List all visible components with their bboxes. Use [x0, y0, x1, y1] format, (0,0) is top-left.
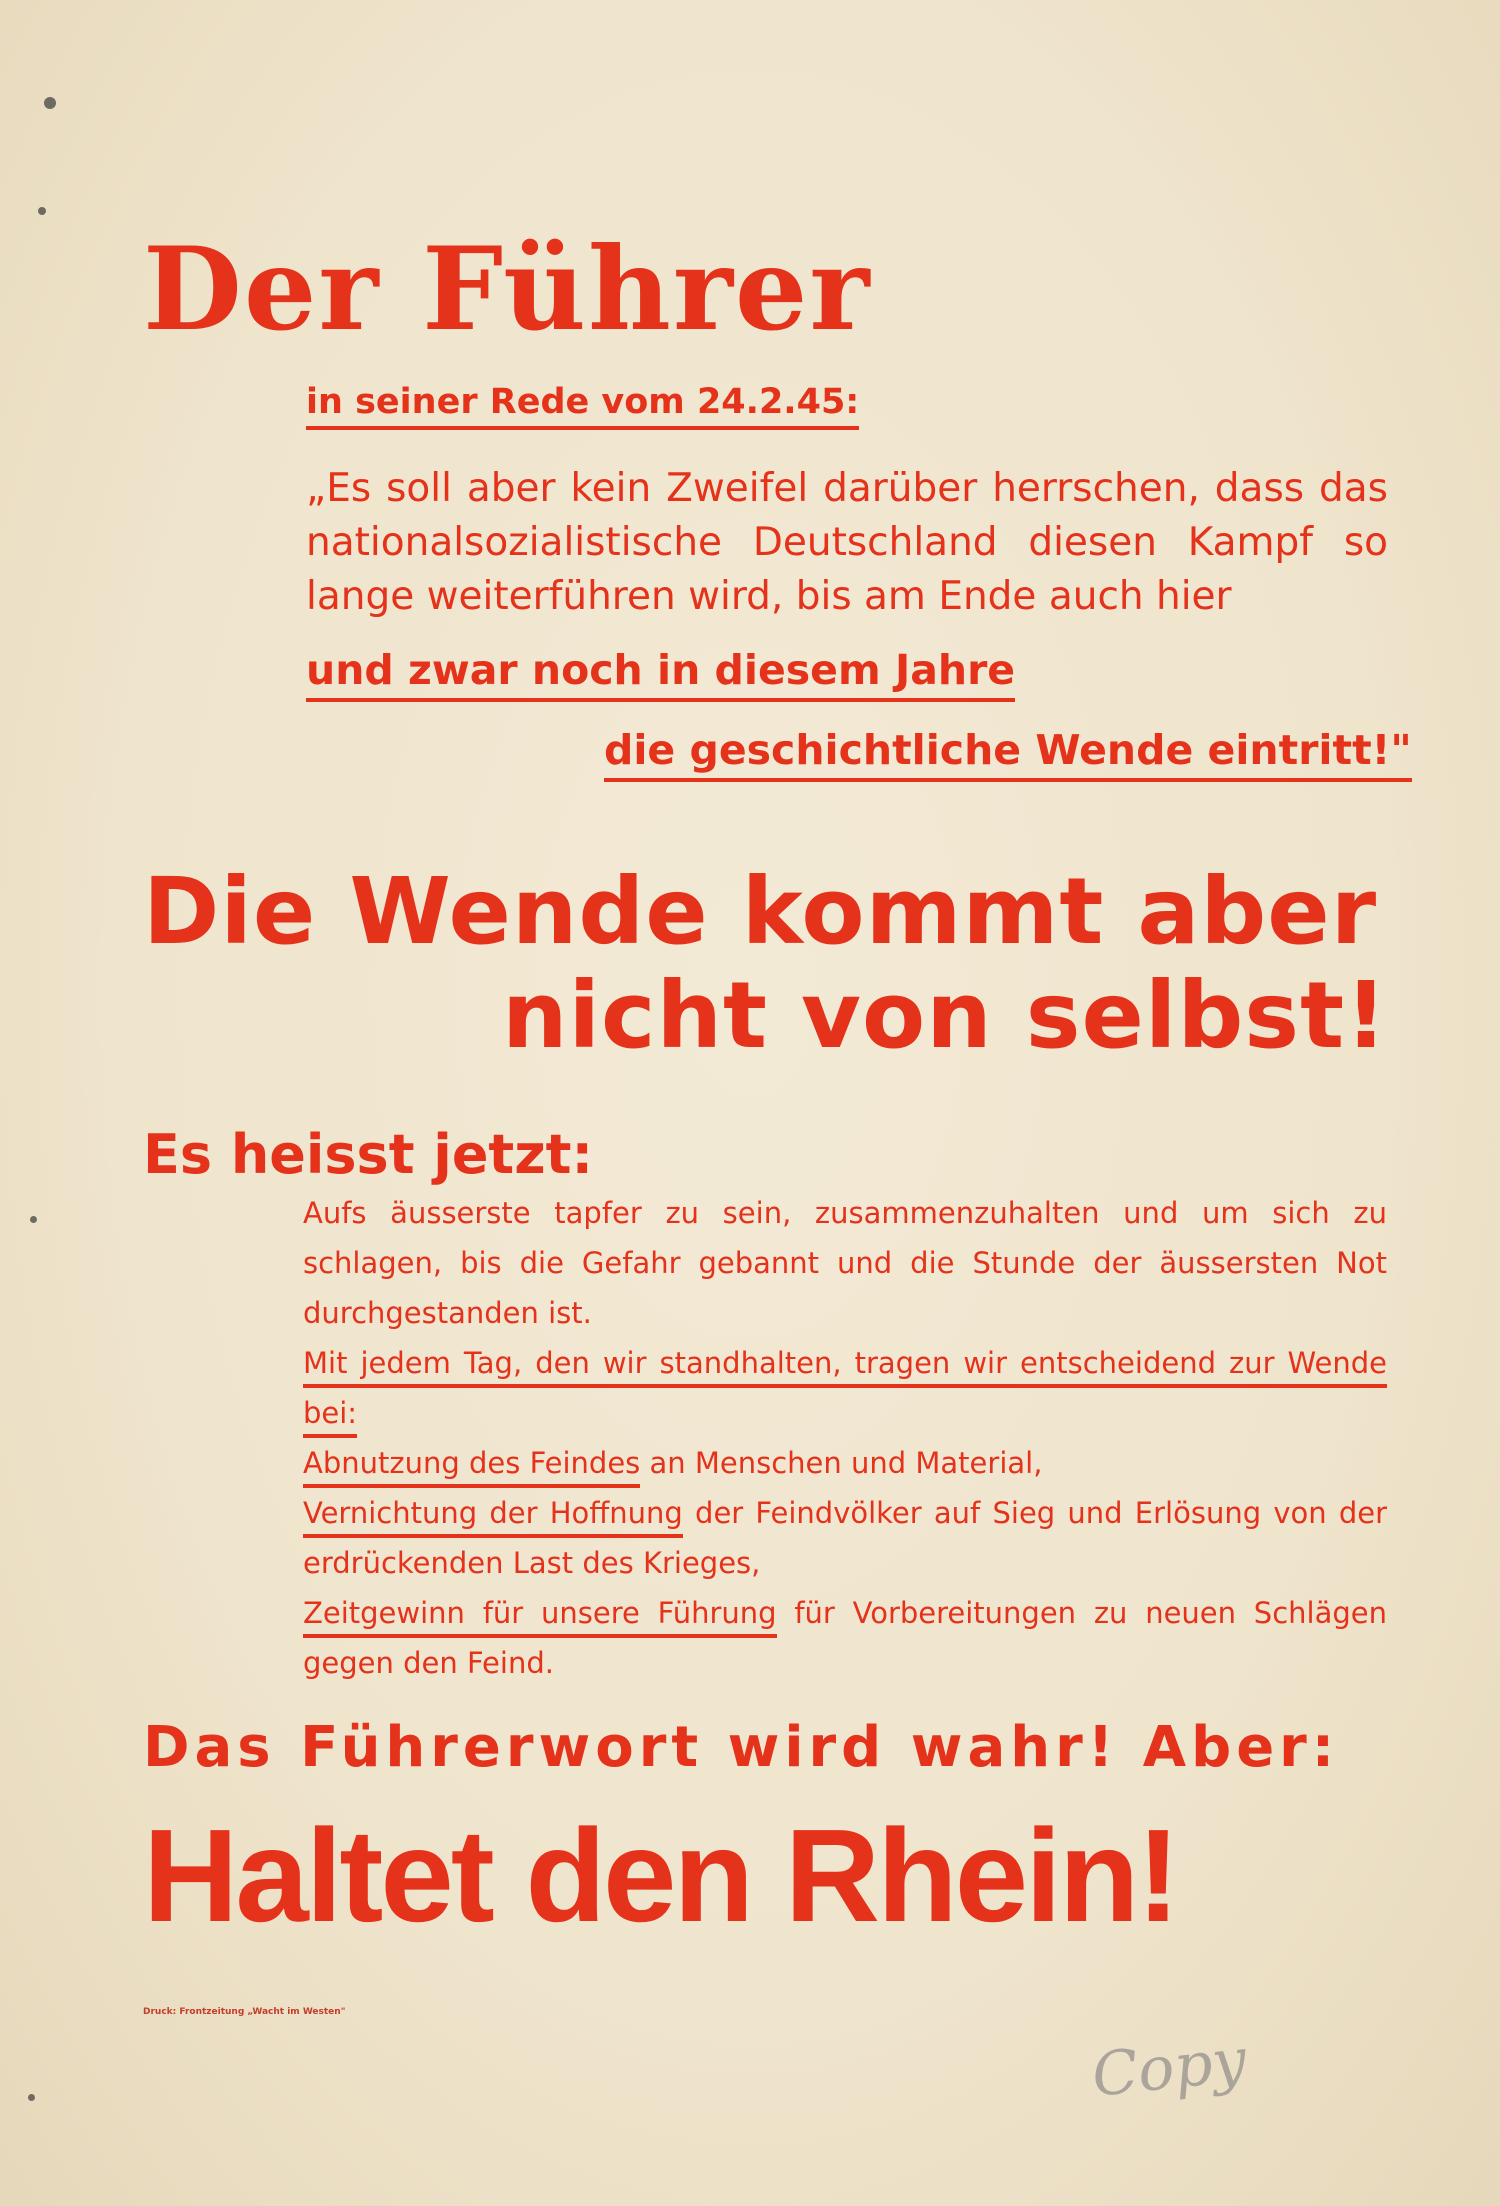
closing-line: Das Führerwort wird wahr! Aber: — [143, 1715, 1340, 1780]
headline-line-2: nicht von selbst! — [501, 962, 1388, 1069]
body-paragraph-4 — [303, 1488, 1387, 1588]
punch-hole-upper — [38, 207, 46, 215]
subheading: Es heisst jetzt: — [143, 1123, 594, 1186]
speech-reference — [306, 382, 860, 422]
body-paragraph-1: Aufs äusserste tapfer zu sein, zusammenzuhalten und um sich zu schlagen, bis die Gefahr gebannt und die Stunde der äussersten Not durchgestanden ist. — [303, 1196, 1387, 1330]
poster-title: Der Führer — [143, 222, 872, 356]
body-text — [303, 1188, 1387, 1688]
body-paragraph-2 — [303, 1338, 1387, 1438]
body-paragraph-3-rest: an Menschen und Material, — [640, 1446, 1043, 1480]
headline-line-1: Die Wende kommt aber — [143, 858, 1378, 965]
body-paragraph-4-lead: Vernichtung der Hoffnung — [303, 1496, 683, 1538]
body-paragraph-2-text: Mit jedem Tag, den wir standhalten, tragen wir entscheidend zur Wende bei: — [303, 1346, 1387, 1438]
quote-emphasis-turn — [604, 726, 1412, 774]
body-paragraph-5-lead: Zeitgewinn für unsere Führung — [303, 1596, 777, 1638]
slogan: Haltet den Rhein! — [143, 1802, 1178, 1949]
quote-emphasis-year-text: und zwar noch in diesem Jahre — [306, 646, 1015, 702]
quote-emphasis-year — [306, 646, 1016, 694]
body-paragraph-5-rest: für Vorbereitungen zu neuen Schlägen gegen den Feind. — [303, 1596, 1387, 1680]
body-paragraph-3 — [303, 1438, 1387, 1488]
body-paragraph-4-rest: der Feindvölker auf Sieg und Erlösung von der erdrückenden Last des Krieges, — [303, 1496, 1388, 1580]
punch-hole-top — [44, 97, 56, 109]
body-paragraph-5 — [303, 1588, 1387, 1688]
speech-reference-text: in seiner Rede vom 24.2.45: — [306, 382, 859, 430]
punch-hole-middle — [30, 1216, 37, 1223]
quote-emphasis-turn-text: die geschichtliche Wende eintritt!" — [604, 726, 1412, 782]
fuehrer-quote: „Es soll aber kein Zweifel darüber herrschen, dass das nationalsozialistische Deutschland diesen Kampf so lange weiterführen wird, bis am Ende auch hier — [306, 466, 1388, 619]
punch-hole-bottom — [28, 2094, 35, 2101]
body-paragraph-3-lead: Abnutzung des Feindes — [303, 1446, 640, 1488]
handwritten-note: Copy — [1088, 2025, 1250, 2111]
printer-note: Druck: Frontzeitung „Wacht im Westen" — [143, 2007, 346, 2017]
